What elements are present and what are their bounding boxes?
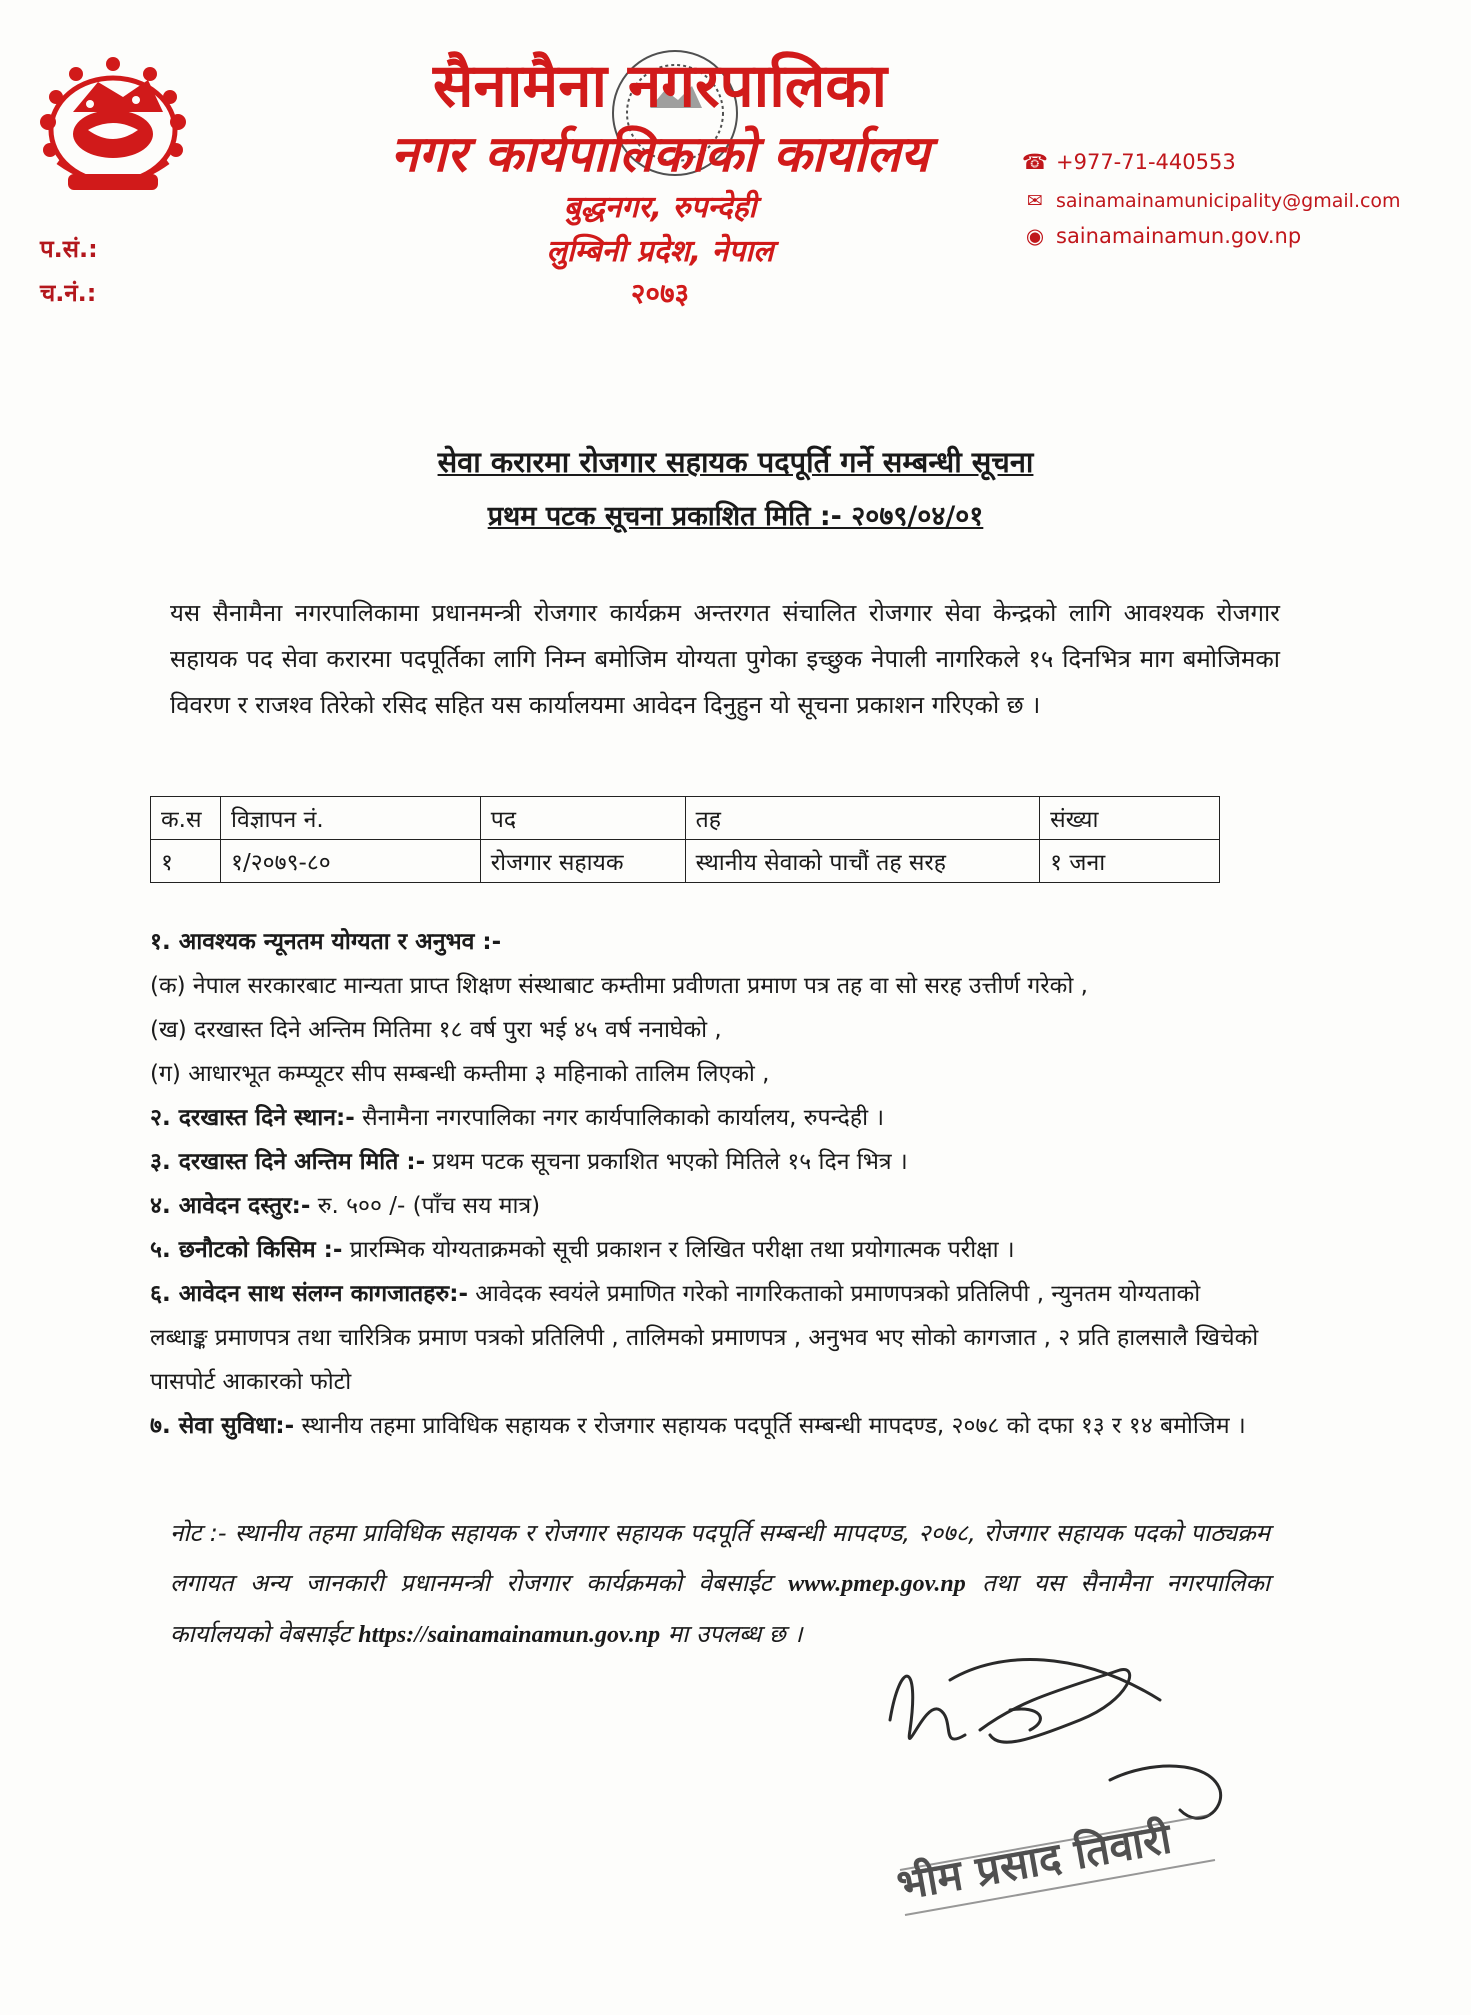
col-header-post: पद xyxy=(480,797,685,840)
col-header-level: तह xyxy=(685,797,1040,840)
globe-icon: ◉ xyxy=(1025,224,1045,248)
table-header-row xyxy=(151,797,1220,840)
org-address-line1: बुद्धनगर, रुपन्देही xyxy=(563,190,757,225)
contact-email xyxy=(1020,190,1401,212)
contact-website xyxy=(1020,224,1301,248)
point6-text: आवेदक स्वयंले प्रमाणित गरेको नागरिकताको प्रमाणपत्रको प्रतिलिपी , न्युनतम योग्यताको लब्धाङ्क प्रमाणपत्र तथा चारित्रिक प्रमाण पत्रको प्रतिलिपी , तालिमको प्रमाणपत्र , अनुभव भए सोको कागजात , २ प्रति हालसालै खिचेको पासपोर्ट आकारको फोटो xyxy=(150,1281,1259,1395)
phone-text: +977-71-440553 xyxy=(1056,150,1236,174)
signature-stamp xyxy=(880,1640,1240,1970)
vacancy-table xyxy=(150,796,1220,883)
website-text: sainamainamun.gov.np xyxy=(1056,224,1302,248)
stamp-name: भीम प्रसाद तिवारी xyxy=(893,1813,1175,1910)
nepal-emblem-logo xyxy=(28,52,198,202)
col-header-sn: क.स xyxy=(151,797,221,840)
municipality-website-link[interactable]: https://sainamainamun.gov.np xyxy=(358,1622,661,1648)
cell-level: स्थानीय सेवाको पाचौं तह सरह xyxy=(685,840,1040,883)
point4-heading: ४. आवेदन दस्तुर:- xyxy=(150,1193,311,1219)
cell-sn: १ xyxy=(151,840,221,883)
cell-count: १ जना xyxy=(1040,840,1220,883)
note-text-3: मा उपलब्ध छ । xyxy=(660,1620,803,1648)
notice-title: सेवा करारमा रोजगार सहायक पदपूर्ति गर्ने सम्बन्धी सूचना xyxy=(437,445,1034,479)
point4-text: रु. ५०० /- (पाँच सय मात्र) xyxy=(310,1193,541,1219)
point6-heading: ६. आवेदन साथ संलग्न कागजातहरु:- xyxy=(150,1281,468,1307)
requirements-section xyxy=(150,920,1260,1448)
note-text-1: नोट :- स्थानीय तहमा प्राविधिक सहायक र रोजगार सहायक पदपूर्ति सम्बन्धी मापदण्ड, २०७८, रोजगार सहायक पदको पाठ्यक्रम लगायत अन्य जानकारी प्रधानमन्त्री रोजगार कार्यक्रमको वेबसाईट xyxy=(170,1519,1270,1597)
org-name-line2: नगर कार्यपालिकाको कार्यालय xyxy=(390,125,930,183)
point1-c: (ग) आधारभूत कम्प्यूटर सीप सम्बन्धी कम्तीमा ३ महिनाको तालिम लिएको , xyxy=(150,1061,770,1087)
footer-note xyxy=(170,1508,1270,1660)
table-row xyxy=(151,840,1220,883)
phone-icon: ☎ xyxy=(1021,150,1049,174)
col-header-adv-no: विज्ञापन नं. xyxy=(220,797,480,840)
notice-subtitle: प्रथम पटक सूचना प्रकाशित मिति :- २०७९/०४/०१ xyxy=(487,501,984,532)
cell-post: रोजगार सहायक xyxy=(480,840,685,883)
point2-heading: २. दरखास्त दिने स्थान:- xyxy=(150,1105,355,1131)
ref-no-label: प.सं.: xyxy=(40,235,98,263)
contact-phone xyxy=(1020,150,1236,174)
org-established-year: २०७३ xyxy=(630,277,690,310)
point5-heading: ५. छनौटको किसिम :- xyxy=(150,1237,343,1263)
org-name-line1: सैनामैना नगरपालिका xyxy=(432,51,888,121)
point7-heading: ७. सेवा सुविधा:- xyxy=(150,1413,295,1439)
point1-heading: १. आवश्यक न्यूनतम योग्यता र अनुभव :- xyxy=(150,929,502,955)
email-text: sainamainamunicipality@gmail.com xyxy=(1056,190,1401,212)
cell-adv-no: १/२०७९-८० xyxy=(220,840,480,883)
point3-heading: ३. दरखास्त दिने अन्तिम मिति :- xyxy=(150,1149,426,1175)
dispatch-no-label: च.नं.: xyxy=(40,279,97,307)
point3-text: प्रथम पटक सूचना प्रकाशित भएको मितिले १५ दिन भित्र । xyxy=(425,1149,908,1175)
org-address-line2: लुम्बिनी प्रदेश, नेपाल xyxy=(546,234,774,269)
note-text-2: तथा यस सैनामैना नगरपालिका कार्यालयको वेबसाईट xyxy=(170,1569,1270,1648)
point5-text: प्रारम्भिक योग्यताक्रमको सूची प्रकाशन र लिखित परीक्षा तथा प्रयोगात्मक परीक्षा । xyxy=(342,1237,1015,1263)
col-header-count: संख्या xyxy=(1040,797,1220,840)
pmep-website-link[interactable]: www.pmep.gov.np xyxy=(788,1571,966,1597)
notice-intro: यस सैनामैना नगरपालिकामा प्रधानमन्त्री रोजगार कार्यक्रम अन्तरगत संचालित रोजगार सेवा केन्द्रको लागि आवश्यक रोजगार सहायक पद सेवा करारमा पदपूर्तिका लागि निम्न बमोजिम योग्यता पुगेका इच्छुक नेपाली नागरिकले १५ दिनभित्र माग बमोजिमका विवरण र राजश्व तिरेको रसिद सहित यस कार्यालयमा आवेदन दिनुहुन यो सूचना प्रकाशन गरिएको छ । xyxy=(170,599,1280,719)
point1-a: (क) नेपाल सरकारबाट मान्यता प्राप्त शिक्षण संस्थाबाट कम्तीमा प्रवीणता प्रमाण पत्र तह वा सो सरह उत्तीर्ण गरेको , xyxy=(150,973,1088,999)
point7-text: स्थानीय तहमा प्राविधिक सहायक र रोजगार सहायक पदपूर्ति सम्बन्धी मापदण्ड, २०७८ को दफा १३ र १४ बमोजिम । xyxy=(294,1413,1246,1439)
point1-b: (ख) दरखास्त दिने अन्तिम मितिमा १८ वर्ष पुरा भई ४५ वर्ष ननाघेको , xyxy=(150,1017,722,1043)
point2-text: सैनामैना नगरपालिका नगर कार्यपालिकाको कार्यालय, रुपन्देही । xyxy=(354,1105,885,1131)
email-icon: ✉ xyxy=(1027,190,1043,212)
